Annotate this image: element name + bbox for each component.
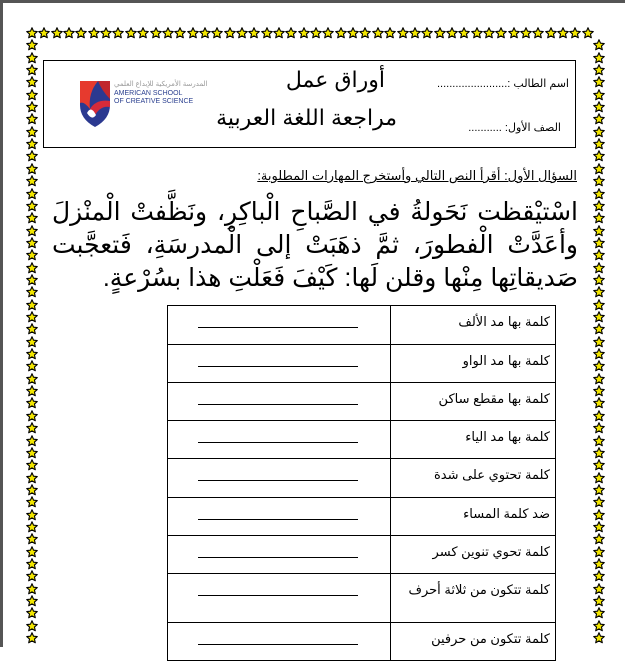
table-row (168, 459, 556, 498)
star-icon (569, 27, 581, 39)
star-icon (26, 496, 38, 508)
star-icon (322, 27, 334, 39)
prompt-cell: كلمة بها مد الياء (391, 421, 556, 459)
star-icon (211, 27, 223, 39)
star-icon (26, 52, 38, 64)
star-icon (593, 126, 605, 138)
star-icon (26, 410, 38, 422)
prompt-cell: كلمة بها مد الواو (391, 345, 556, 383)
star-icon (593, 607, 605, 619)
star-icon (593, 163, 605, 175)
star-icon (409, 27, 421, 39)
star-icon (26, 632, 38, 644)
star-icon (26, 323, 38, 335)
star-icon (471, 27, 483, 39)
star-icon (593, 249, 605, 261)
star-icon (593, 175, 605, 187)
star-icon (593, 348, 605, 360)
star-icon (593, 447, 605, 459)
star-icon (26, 175, 38, 187)
answer-cell[interactable] (168, 459, 391, 498)
star-icon (593, 484, 605, 496)
star-icon (593, 472, 605, 484)
star-icon (273, 27, 285, 39)
star-icon (483, 27, 495, 39)
answer-cell[interactable] (168, 383, 391, 421)
star-icon (174, 27, 186, 39)
header-box (43, 60, 576, 148)
prompt-cell: كلمة بها مقطع ساكن (391, 383, 556, 421)
table-row (168, 421, 556, 459)
star-icon (26, 89, 38, 101)
star-icon (26, 188, 38, 200)
answer-cell[interactable] (168, 536, 391, 574)
grade-field: الصف الأول: ........... (468, 122, 561, 134)
star-icon (421, 27, 433, 39)
star-icon (26, 150, 38, 162)
star-icon (593, 274, 605, 286)
star-icon (446, 27, 458, 39)
star-icon (199, 27, 211, 39)
star-icon (593, 521, 605, 533)
answer-cell[interactable] (168, 498, 391, 536)
logo-english-line1: AMERICAN SCHOOL (114, 89, 183, 97)
star-icon (593, 570, 605, 582)
star-icon (26, 163, 38, 175)
star-icon (26, 237, 38, 249)
star-icon (384, 27, 396, 39)
star-icon (593, 533, 605, 545)
star-icon (593, 101, 605, 113)
star-icon (593, 299, 605, 311)
question-label: السؤال الأول: أقرأ النص التالي وأستخرج المهارات المطلوبة: (257, 168, 577, 183)
star-icon (26, 126, 38, 138)
prompt-cell: كلمة تتكون من ثلاثة أحرف (391, 574, 556, 623)
table-row (168, 498, 556, 536)
star-icon (593, 113, 605, 125)
answer-cell[interactable] (168, 306, 391, 345)
star-icon (26, 447, 38, 459)
star-icon (248, 27, 260, 39)
worksheet-title: أوراق عمل (285, 67, 385, 92)
star-icon (100, 27, 112, 39)
answer-line[interactable] (198, 442, 358, 443)
star-icon (520, 27, 532, 39)
star-icon (26, 262, 38, 274)
star-icon (26, 311, 38, 323)
star-icon (593, 397, 605, 409)
star-icon (298, 27, 310, 39)
table-row (168, 383, 556, 421)
star-icon (26, 225, 38, 237)
star-icon (26, 76, 38, 88)
answer-line[interactable] (198, 644, 358, 645)
star-icon (224, 27, 236, 39)
star-icon (593, 76, 605, 88)
star-icon (26, 113, 38, 125)
star-icon (26, 595, 38, 607)
star-icon (26, 472, 38, 484)
star-icon (162, 27, 174, 39)
school-logo-text (114, 81, 208, 107)
logo-english-line2: OF CREATIVE SCIENCE (114, 98, 194, 105)
star-icon (557, 27, 569, 39)
logo-arabic-text: المدرسة الأمريكية للإبداع العلمي (114, 81, 208, 88)
star-icon (434, 27, 446, 39)
star-icon (593, 496, 605, 508)
star-icon (285, 27, 297, 39)
star-icon (26, 385, 38, 397)
star-icon (26, 39, 38, 51)
star-icon (26, 373, 38, 385)
star-icon (150, 27, 162, 39)
star-icon (508, 27, 520, 39)
star-icon (26, 459, 38, 471)
star-icon (310, 27, 322, 39)
star-icon (593, 435, 605, 447)
answer-line[interactable] (198, 519, 358, 520)
star-icon (26, 509, 38, 521)
star-icon (593, 546, 605, 558)
prompt-cell: ضد كلمة المساء (391, 498, 556, 536)
star-icon (26, 212, 38, 224)
star-icon (26, 249, 38, 261)
star-icon (458, 27, 470, 39)
star-icon (88, 27, 100, 39)
table-row (168, 345, 556, 383)
star-icon (593, 39, 605, 51)
star-icon (347, 27, 359, 39)
star-icon (593, 385, 605, 397)
star-icon (593, 410, 605, 422)
answer-cell[interactable] (168, 421, 391, 459)
star-icon (26, 521, 38, 533)
star-icon (75, 27, 87, 39)
star-icon (593, 188, 605, 200)
star-icon (593, 237, 605, 249)
star-icon (38, 27, 50, 39)
star-icon (26, 200, 38, 212)
star-icon (593, 422, 605, 434)
star-icon (26, 435, 38, 447)
star-icon (26, 138, 38, 150)
prompt-cell: كلمة تحتوي على شدة (391, 459, 556, 498)
star-icon (593, 595, 605, 607)
star-icon (372, 27, 384, 39)
star-icon (26, 348, 38, 360)
student-name-field: اسم الطالب :....................... (437, 78, 569, 90)
star-icon (26, 484, 38, 496)
star-icon (335, 27, 347, 39)
star-icon (532, 27, 544, 39)
star-icon (26, 546, 38, 558)
answer-cell[interactable] (168, 574, 391, 623)
star-icon (26, 336, 38, 348)
star-icon (593, 225, 605, 237)
star-icon (26, 558, 38, 570)
star-icon (593, 632, 605, 644)
star-icon (545, 27, 557, 39)
star-icon (26, 533, 38, 545)
star-icon (26, 299, 38, 311)
star-icon (593, 286, 605, 298)
star-icon (593, 311, 605, 323)
star-icon (593, 64, 605, 76)
prompt-cell: كلمة تحوي تنوين كسر (391, 536, 556, 574)
star-icon (26, 360, 38, 372)
star-icon (593, 509, 605, 521)
answer-line[interactable] (198, 557, 358, 558)
star-icon (187, 27, 199, 39)
star-icon (582, 27, 594, 39)
answer-line[interactable] (198, 404, 358, 405)
star-icon (26, 620, 38, 632)
star-icon (593, 336, 605, 348)
star-icon (593, 138, 605, 150)
star-icon (26, 583, 38, 595)
answer-cell[interactable] (168, 623, 391, 661)
star-icon (593, 89, 605, 101)
star-icon (112, 27, 124, 39)
reading-passage: اسْتيْقظت نَحَولةُ في الصَّباحِ الْباكِرِ، ونَظَّفتْ الْمنْزلَ وأعَدَّتْ الْفطورَ، ثمَّ ذهَبَتْ إلى الْمدرسَةِ، فَتعجَّبت صَديقاتِها مِنْها وقلن لَها: كَيْفَ فَعَلْتِ هذا بسُرْعةٍ. (52, 198, 578, 292)
star-icon (397, 27, 409, 39)
star-icon (593, 583, 605, 595)
answer-cell[interactable] (168, 345, 391, 383)
answer-line[interactable] (198, 595, 358, 596)
star-icon (26, 101, 38, 113)
star-icon (593, 620, 605, 632)
star-icon (26, 27, 38, 39)
table-row (168, 574, 556, 623)
star-icon (63, 27, 75, 39)
star-icon (137, 27, 149, 39)
prompt-cell: كلمة تتكون من حرفين (391, 623, 556, 661)
star-icon (236, 27, 248, 39)
star-icon (495, 27, 507, 39)
star-icon (125, 27, 137, 39)
star-icon (593, 52, 605, 64)
star-icon (593, 373, 605, 385)
star-icon (359, 27, 371, 39)
answer-line[interactable] (198, 366, 358, 367)
answer-line[interactable] (198, 480, 358, 481)
star-icon (261, 27, 273, 39)
star-icon (593, 200, 605, 212)
answer-line[interactable] (198, 327, 358, 328)
window-frame-left (0, 0, 3, 647)
star-icon (26, 607, 38, 619)
star-icon (26, 274, 38, 286)
answers-table (167, 305, 556, 661)
star-icon (26, 64, 38, 76)
star-icon (593, 262, 605, 274)
star-icon (51, 27, 63, 39)
star-icon (593, 323, 605, 335)
table-row (168, 623, 556, 661)
table-row (168, 536, 556, 574)
star-icon (593, 558, 605, 570)
school-logo-icon (78, 79, 112, 129)
star-icon (26, 286, 38, 298)
star-icon (593, 360, 605, 372)
star-icon (26, 570, 38, 582)
prompt-cell: كلمة بها مد الألف (391, 306, 556, 345)
star-icon (26, 397, 38, 409)
worksheet-subtitle: مراجعة اللغة العربية (216, 105, 397, 130)
table-row (168, 306, 556, 345)
star-icon (593, 459, 605, 471)
window-frame-top (0, 0, 625, 3)
star-icon (593, 212, 605, 224)
star-icon (26, 422, 38, 434)
star-icon (593, 150, 605, 162)
